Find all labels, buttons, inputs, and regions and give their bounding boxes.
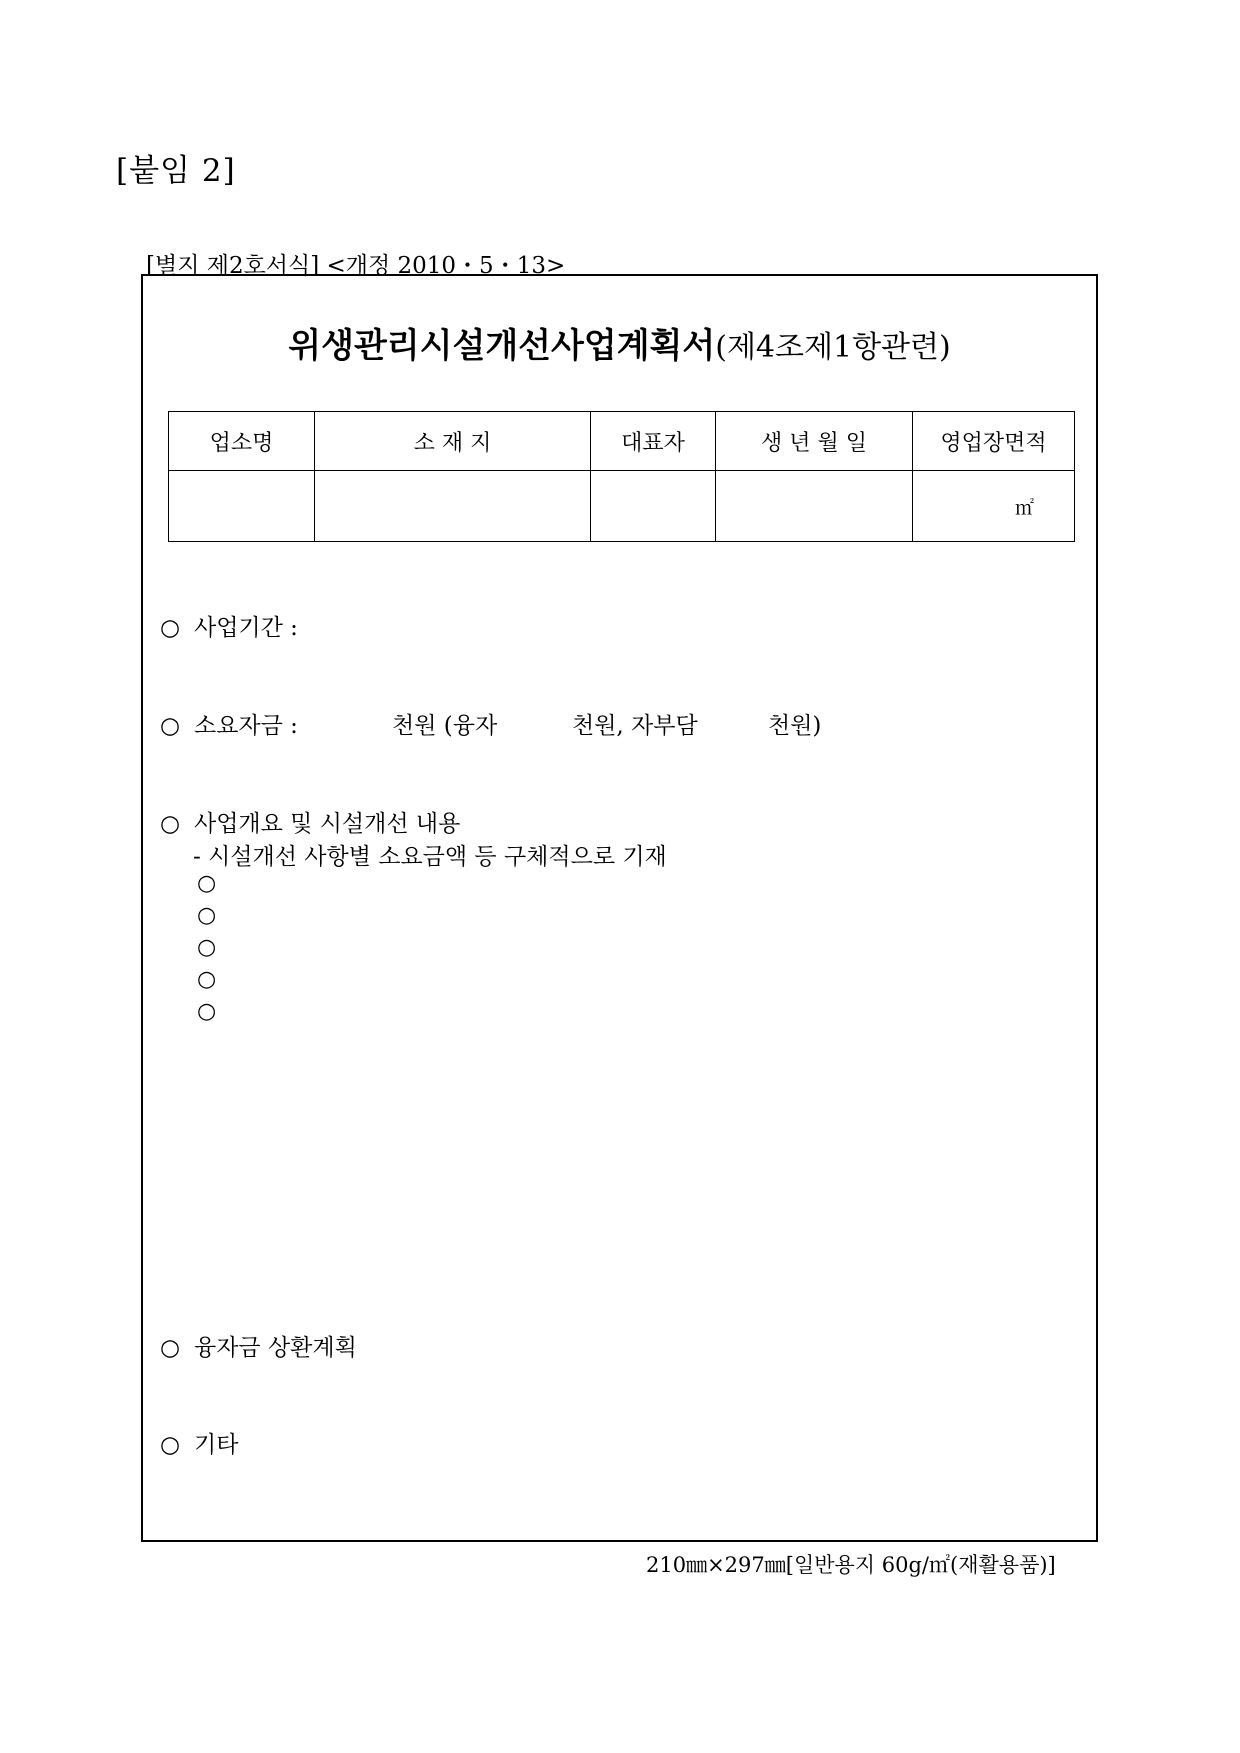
business-info-table	[168, 411, 1075, 542]
overview-label: 사업개요 및 시설개선 내용	[194, 811, 461, 837]
funds-unit-loan: 천원, 자부담	[572, 713, 698, 739]
representative-cell[interactable]	[591, 471, 716, 542]
bullet: ○	[160, 615, 181, 641]
bullet: ○	[160, 1335, 181, 1361]
header-representative: 대표자	[591, 412, 716, 471]
overview-item-2: ○	[197, 903, 217, 928]
header-location: 소 재 지	[315, 412, 591, 471]
header-birth-date: 생 년 월 일	[716, 412, 913, 471]
attachment-label: [붙임 2]	[116, 153, 236, 189]
overview-item-3: ○	[197, 935, 217, 960]
section-overview	[160, 805, 460, 838]
header-business-name: 업소명	[169, 412, 315, 471]
bullet: ○	[160, 713, 181, 739]
birth-date-cell[interactable]	[716, 471, 913, 542]
period-label: 사업기간 :	[194, 615, 298, 641]
overview-item-1: ○	[197, 871, 217, 896]
business-area-cell[interactable]	[913, 471, 1075, 542]
bullet: ○	[160, 1432, 181, 1458]
form-label: [별지 제2호서식] <개정 2010・5・13>	[146, 253, 566, 279]
repayment-label: 융자금 상환계획	[194, 1335, 357, 1361]
section-funds	[160, 707, 298, 740]
section-period	[160, 609, 298, 642]
other-label: 기타	[194, 1432, 239, 1458]
funds-unit-self: 천원)	[768, 713, 822, 739]
form-title-main: 위생관리시설개선사업계획서	[288, 326, 716, 366]
funds-unit-total: 천원 (융자	[392, 713, 498, 739]
header-business-area: 영업장면적	[913, 412, 1075, 471]
area-unit: ㎡	[1014, 496, 1034, 519]
overview-item-5: ○	[197, 999, 217, 1024]
funds-label: 소요자금 :	[194, 713, 298, 739]
form-title-sub: (제4조제1항관련)	[715, 330, 951, 365]
section-repayment	[160, 1329, 357, 1362]
overview-item-4: ○	[197, 967, 217, 992]
table-value-row	[169, 471, 1075, 542]
bullet: ○	[160, 811, 181, 837]
location-cell[interactable]	[315, 471, 591, 542]
business-name-cell[interactable]	[169, 471, 315, 542]
table-header-row	[169, 412, 1075, 471]
paper-spec-footer: 210㎜×297㎜[일반용지 60g/㎡(재활용품)]	[646, 1553, 1056, 1577]
section-other	[160, 1426, 238, 1459]
overview-note: - 시설개선 사항별 소요금액 등 구체적으로 기재	[193, 844, 667, 870]
form-title	[141, 318, 1098, 367]
